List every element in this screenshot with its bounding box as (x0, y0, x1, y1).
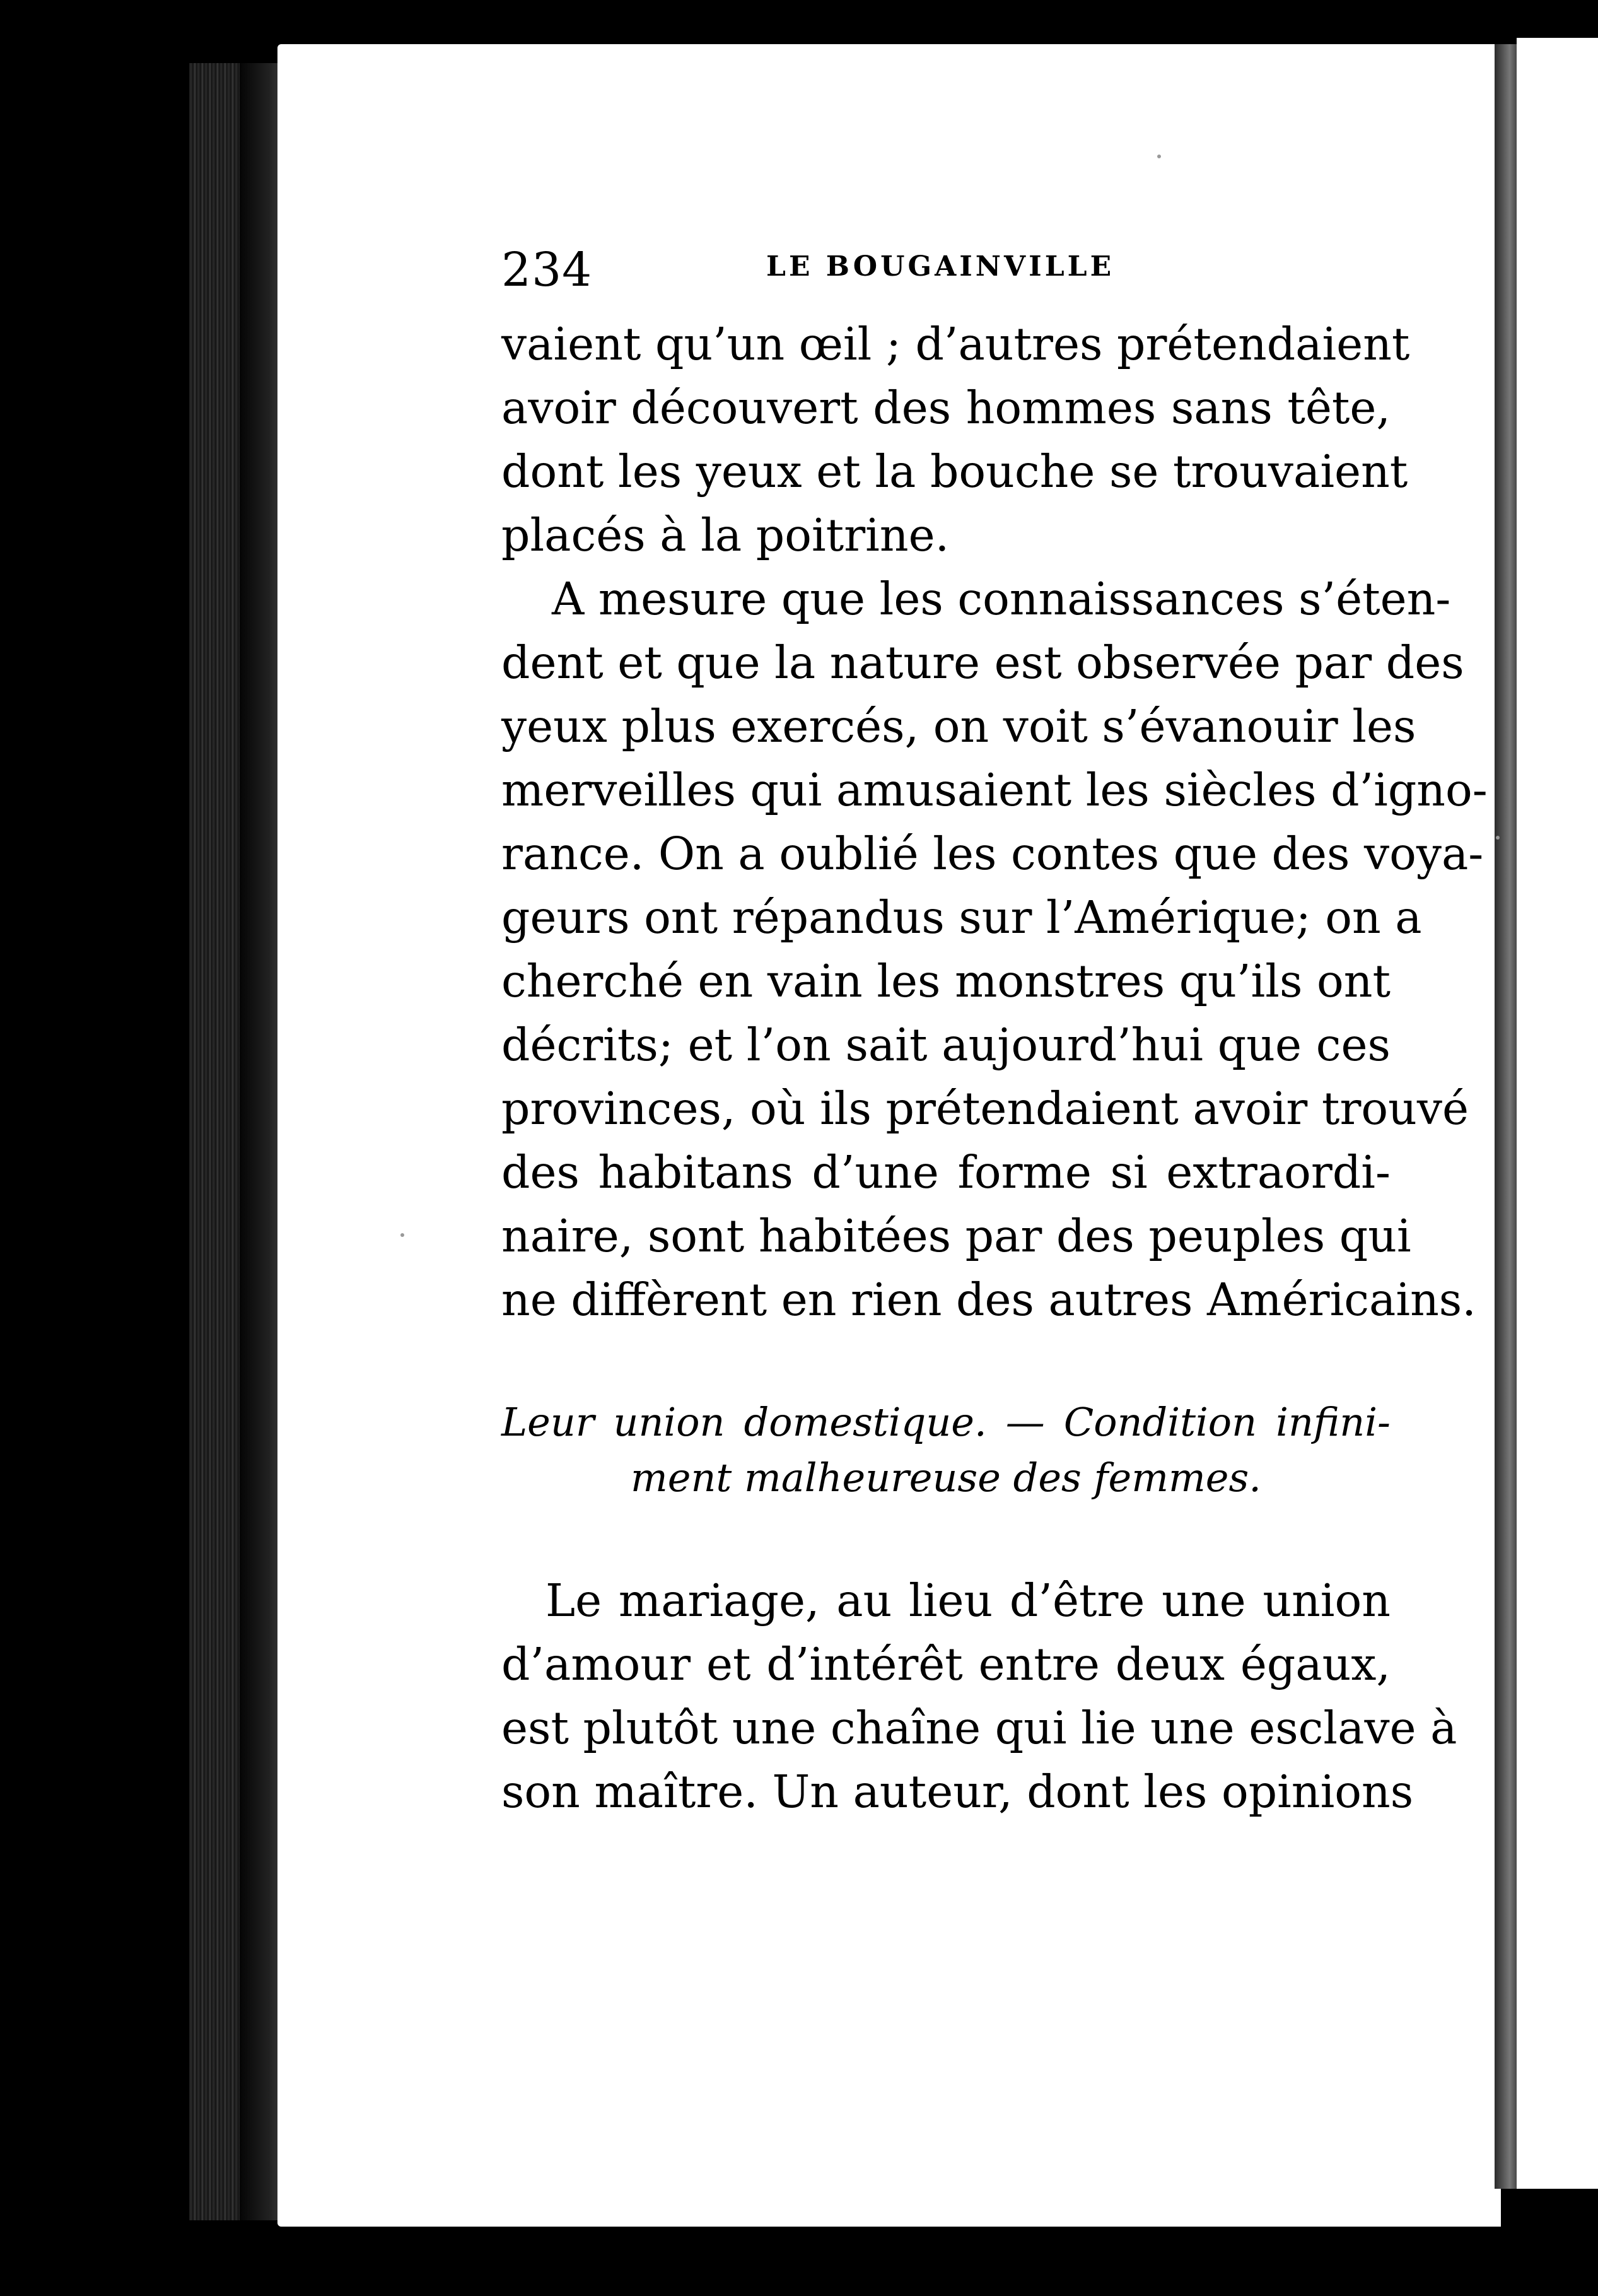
paragraph-3 (501, 1569, 1457, 1824)
adjacent-page-strip (1517, 38, 1598, 2189)
text-line: A mesure que les connaissances s’éten- (552, 573, 1451, 625)
text-line: rance. On a oublié les contes que des voya- (501, 828, 1484, 880)
text-line: placés à la poitrine. (501, 509, 950, 561)
page-number: 234 (501, 243, 593, 297)
paper-speck (1496, 836, 1500, 840)
page-header (501, 243, 1391, 312)
text-line: ne diffèrent en rien des autres Américains. (501, 1274, 1476, 1326)
text-line: merveilles qui amusaient les siècles d’igno- (501, 764, 1488, 816)
text-line: vaient qu’un œil ; d’autres prétendaient (501, 318, 1410, 370)
text-line: provinces, où ils prétendaient avoir trouvé (501, 1082, 1469, 1135)
text-line: décrits; et l’on sait aujourd’hui que ces (501, 1019, 1391, 1071)
text-line: d’amour et d’intérêt entre deux égaux, (501, 1638, 1391, 1690)
text-line: geurs ont répandus sur l’Amérique; on a (501, 891, 1422, 944)
text-line: des habitans d’une forme si extraordi- (501, 1146, 1391, 1198)
paragraph-1 (501, 312, 1410, 567)
running-title: LE BOUGAINVILLE (766, 250, 1115, 283)
text-line: cherché en vain les monstres qu’ils ont (501, 955, 1391, 1007)
page-text (501, 243, 1488, 1824)
paper-speck (1157, 155, 1161, 158)
gutter-shadow-right (1495, 44, 1520, 2189)
subheading-line: Leur union domestique. — Condition infini- (501, 1399, 1391, 1445)
text-line: son maître. Un auteur, dont les opinions (501, 1766, 1414, 1818)
paragraph-2 (501, 567, 1488, 1332)
text-line: est plutôt une chaîne qui lie une esclave à (501, 1702, 1457, 1754)
text-line: naire, sont habitées par des peuples qui (501, 1210, 1411, 1262)
text-line: dent et que la nature est observée par des (501, 636, 1464, 689)
subheading-line: ment malheureuse des femmes. (631, 1455, 1261, 1501)
paper-speck (400, 1233, 404, 1237)
section-subheading (501, 1395, 1391, 1506)
text-line: dont les yeux et la bouche se trouvaient (501, 445, 1408, 498)
text-line: Le mariage, au lieu d’être une union (545, 1574, 1391, 1627)
text-line: yeux plus exercés, on voit s’évanouir les (501, 700, 1416, 753)
text-line: avoir découvert des hommes sans tête, (501, 382, 1391, 434)
